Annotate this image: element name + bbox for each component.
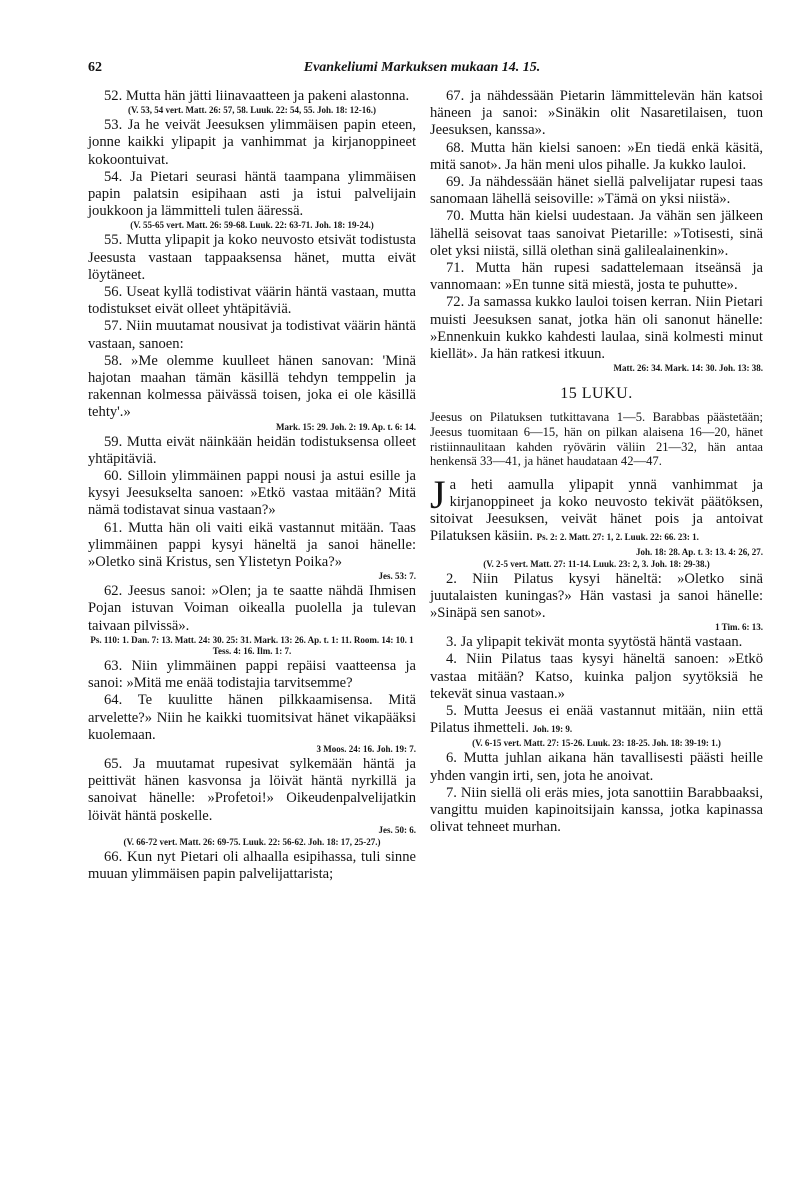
verse-52: 52. Mutta hän jätti liinavaatteen ja pakeni alastonna.: [104, 88, 410, 104]
running-title: Evankeliumi Markuksen mukaan 14. 15.: [303, 60, 541, 75]
left-column: [88, 88, 416, 883]
verse-59: 59. Mutta eivät näinkään heidän todistuksensa olleet yhtäpitäviä.: [88, 433, 416, 467]
verse-57: 57. Niin muutamat nousivat ja todistivat väärin häntä vastaan, sanoen:: [88, 318, 416, 352]
verse-1-text: a heti aamulla ylipapit ynnä vanhimmat ja kirjanoppineet ja koko neuvosto tekivät päätöksen, sitoivat Jeesuksen, veivät hänet pois ja antoivat Pilatuksen käsiin.: [430, 476, 763, 545]
right-column: [430, 88, 763, 836]
inline-reference: Joh. 19: 9.: [532, 724, 573, 735]
page-number: 62: [88, 60, 102, 75]
verse-62: 62. Jeesus sanoi: »Olen; ja te saatte nähdä Ihmisen Pojan istuvan Voiman oikealla puolella ja tulevan taivaan pilvissä».: [88, 583, 416, 634]
verse-55: 55. Mutta ylipapit ja koko neuvosto etsivät todistusta Jeesusta vastaan tappaaksensa hänet, mutta eivät löytäneet.: [88, 232, 416, 283]
verse-63: 63. Niin ylimmäinen pappi repäisi vaatteensa ja sanoi: »Mitä me enää todistajia tarvitsemme?: [88, 657, 416, 692]
chapter-summary: Jeesus on Pilatuksen tutkittavana 1—5. Barabbas päästetään; Jeesus tuomitaan 6—15, hän on pilkan alaisena 16—20, hänet ristiinnaulitaan kahden ryövärin väliin 21—32, hän antaa henkensä 33—41, ja hänet haudataan 42—47.: [430, 410, 763, 469]
cross-reference: (V. 55-65 vert. Matt. 26: 59-68. Luuk. 22: 63-71. Joh. 18: 19-24.): [130, 220, 374, 231]
verse-6: 6. Mutta juhlan aikana hän tavallisesti päästi heille yhden vangin irti, sen, jota he anoivat.: [430, 750, 763, 784]
verse-56: 56. Useat kyllä todistivat väärin häntä vastaan, mutta todistukset eivät olleet yhtäpitäviä.: [88, 284, 416, 318]
verse-3: 3. Ja ylipapit tekivät monta syytöstä häntä vastaan.: [446, 634, 743, 651]
verse-68: 68. Mutta hän kielsi sanoen: »En tiedä enkä käsitä, mitä sanot». Ja hän meni ulos pihalle. Ja kukko lauloi.: [430, 139, 763, 173]
cross-reference: 3 Moos. 24: 16. Joh. 19: 7.: [316, 743, 416, 754]
verse-1: [430, 471, 763, 547]
cross-reference: (V. 53, 54 vert. Matt. 26: 57, 58. Luuk. 22: 54, 55. Joh. 18: 12-16.): [127, 105, 377, 116]
verse-58: 58. »Me olemme kuulleet hänen sanovan: 'Minä hajotan maahan tämän käsillä tehdyn temppelin ja rakennan kolmessa päivässä toisen, joka ei ole käsillä tehty'.»: [88, 352, 416, 421]
cross-reference: (V. 66-72 vert. Matt. 26: 69-75. Luuk. 22: 56-62. Joh. 18: 17, 25-27.): [123, 836, 381, 847]
page-header: [88, 60, 756, 82]
cross-reference: Matt. 26: 34. Mark. 14: 30. Joh. 13: 38.: [613, 363, 763, 374]
cross-reference: Joh. 18: 28. Ap. t. 3: 13. 4: 26, 27.: [635, 546, 763, 557]
drop-cap: J: [430, 471, 446, 517]
verse-5: [430, 703, 763, 738]
verse-71: 71. Mutta hän rupesi sadattelemaan itseänsä ja vannomaan: »En tunne sitä miestä, josta te puhutte».: [430, 260, 763, 294]
verse-2: 2. Niin Pilatus kysyi häneltä: »Oletko sinä juutalaisten kuningas?» Hän vastasi ja sanoi hänelle: »Sinäpä sen sanot».: [430, 570, 763, 622]
verse-53: 53. Ja he veivät Jeesuksen ylimmäisen papin eteen, jonne kaikki ylipapit ja vanhimmat ja kirjanoppineet kokoontuivat.: [88, 117, 416, 168]
inline-reference: Ps. 2: 2. Matt. 27: 1, 2. Luuk. 22: 66. 23: 1.: [536, 532, 699, 543]
verse-72: 72. Ja samassa kukko lauloi toisen kerran. Niin Pietari muisti Jeesuksen sanat, jotka hän oli sanonut hänelle: »Ennenkuin kukko kahdesti laulaa, sinä kolmesti minut kiellät». Ja hän ratkesi itkuun.: [430, 294, 763, 363]
verse-5-text: 5. Mutta Jeesus ei enää vastannut mitään, niin että Pilatus ihmetteli.: [430, 703, 763, 737]
verse-66: 66. Kun nyt Pietari oli alhaalla esipihassa, tuli sinne muuan ylimmäisen papin palvelijattarista;: [88, 848, 416, 882]
verse-54: 54. Ja Pietari seurasi häntä taampana ylimmäisen papin palatsin esipihaan asti ja istui palvelijain joukkoon ja lämmitteli tulen ääressä.: [88, 168, 416, 220]
verse-60: 60. Silloin ylimmäinen pappi nousi ja astui esille ja kysyi Jeesukselta sanoen: »Etkö vastaa mitään? Mitä nämä todistavat sinua vastaan?»: [88, 468, 416, 519]
verse-70: 70. Mutta hän kielsi uudestaan. Ja vähän sen jälkeen lähellä seisovat taas sanoivat Pietarille: »Totisesti, sinä olet yksi niistä, sillä olethan sinä galilealainenkin».: [430, 208, 763, 259]
cross-reference: Mark. 15: 29. Joh. 2: 19. Ap. t. 6: 14.: [276, 421, 416, 432]
verse-7: 7. Niin siellä oli eräs mies, jota sanottiin Barabbaaksi, vangittu muiden kapinoitsijain kanssa, jotka kapinassa olivat tehneet murhan.: [430, 784, 763, 836]
cross-reference: Jes. 50: 6.: [378, 824, 416, 835]
cross-reference: (V. 2-5 vert. Matt. 27: 11-14. Luuk. 23: 2, 3. Joh. 18: 29-38.): [483, 558, 710, 569]
cross-reference: 1 Tim. 6: 13.: [715, 622, 763, 633]
cross-reference: Jes. 53: 7.: [378, 571, 416, 582]
chapter-heading: 15 LUKU.: [560, 385, 633, 403]
cross-reference: (V. 6-15 vert. Matt. 27: 15-26. Luuk. 23: 18-25. Joh. 18: 39-19: 1.): [472, 738, 721, 749]
verse-64: 64. Te kuulitte hänen pilkkaamisensa. Mitä arvelette?» Niin he kaikki tuomitsivat hänet vikapääksi kuolemaan.: [88, 692, 416, 743]
verse-61: 61. Mutta hän oli vaiti eikä vastannut mitään. Taas ylimmäinen pappi kysyi häneltä ja sanoi hänelle: »Oletko sinä Kristus, sen Ylistetyn Poika?»: [88, 519, 416, 571]
verse-65: 65. Ja muutamat rupesivat sylkemään häntä ja peittivät hänen kasvonsa ja löivät häntä nyrkillä ja sanoivat hänelle: »Profetoi!» Oikeudenpalvelijatkin löivät häntä poskelle.: [88, 755, 416, 824]
cross-reference: Ps. 110: 1. Dan. 7: 13. Matt. 24: 30. 25: 31. Mark. 13: 26. Ap. t. 1: 11. Room. 14: 10. 1 Tess. 4: 16. Ilm. 1: 7.: [90, 634, 414, 656]
verse-4: 4. Niin Pilatus taas kysyi häneltä sanoen: »Etkö vastaa mitään? Katso, kuinka paljon syytöksiä he tekevät sinua vastaan.»: [430, 651, 763, 702]
verse-67: 67. ja nähdessään Pietarin lämmittelevän hän katsoi häneen ja sanoi: »Sinäkin olit Nasaretilaisen, tuon Jeesuksen, kanssa».: [430, 88, 763, 139]
verse-69: 69. Ja nähdessään hänet siellä palvelijatar rupesi taas sanomaan lähellä seisoville: »Tämä on yksi niistä».: [430, 174, 763, 208]
